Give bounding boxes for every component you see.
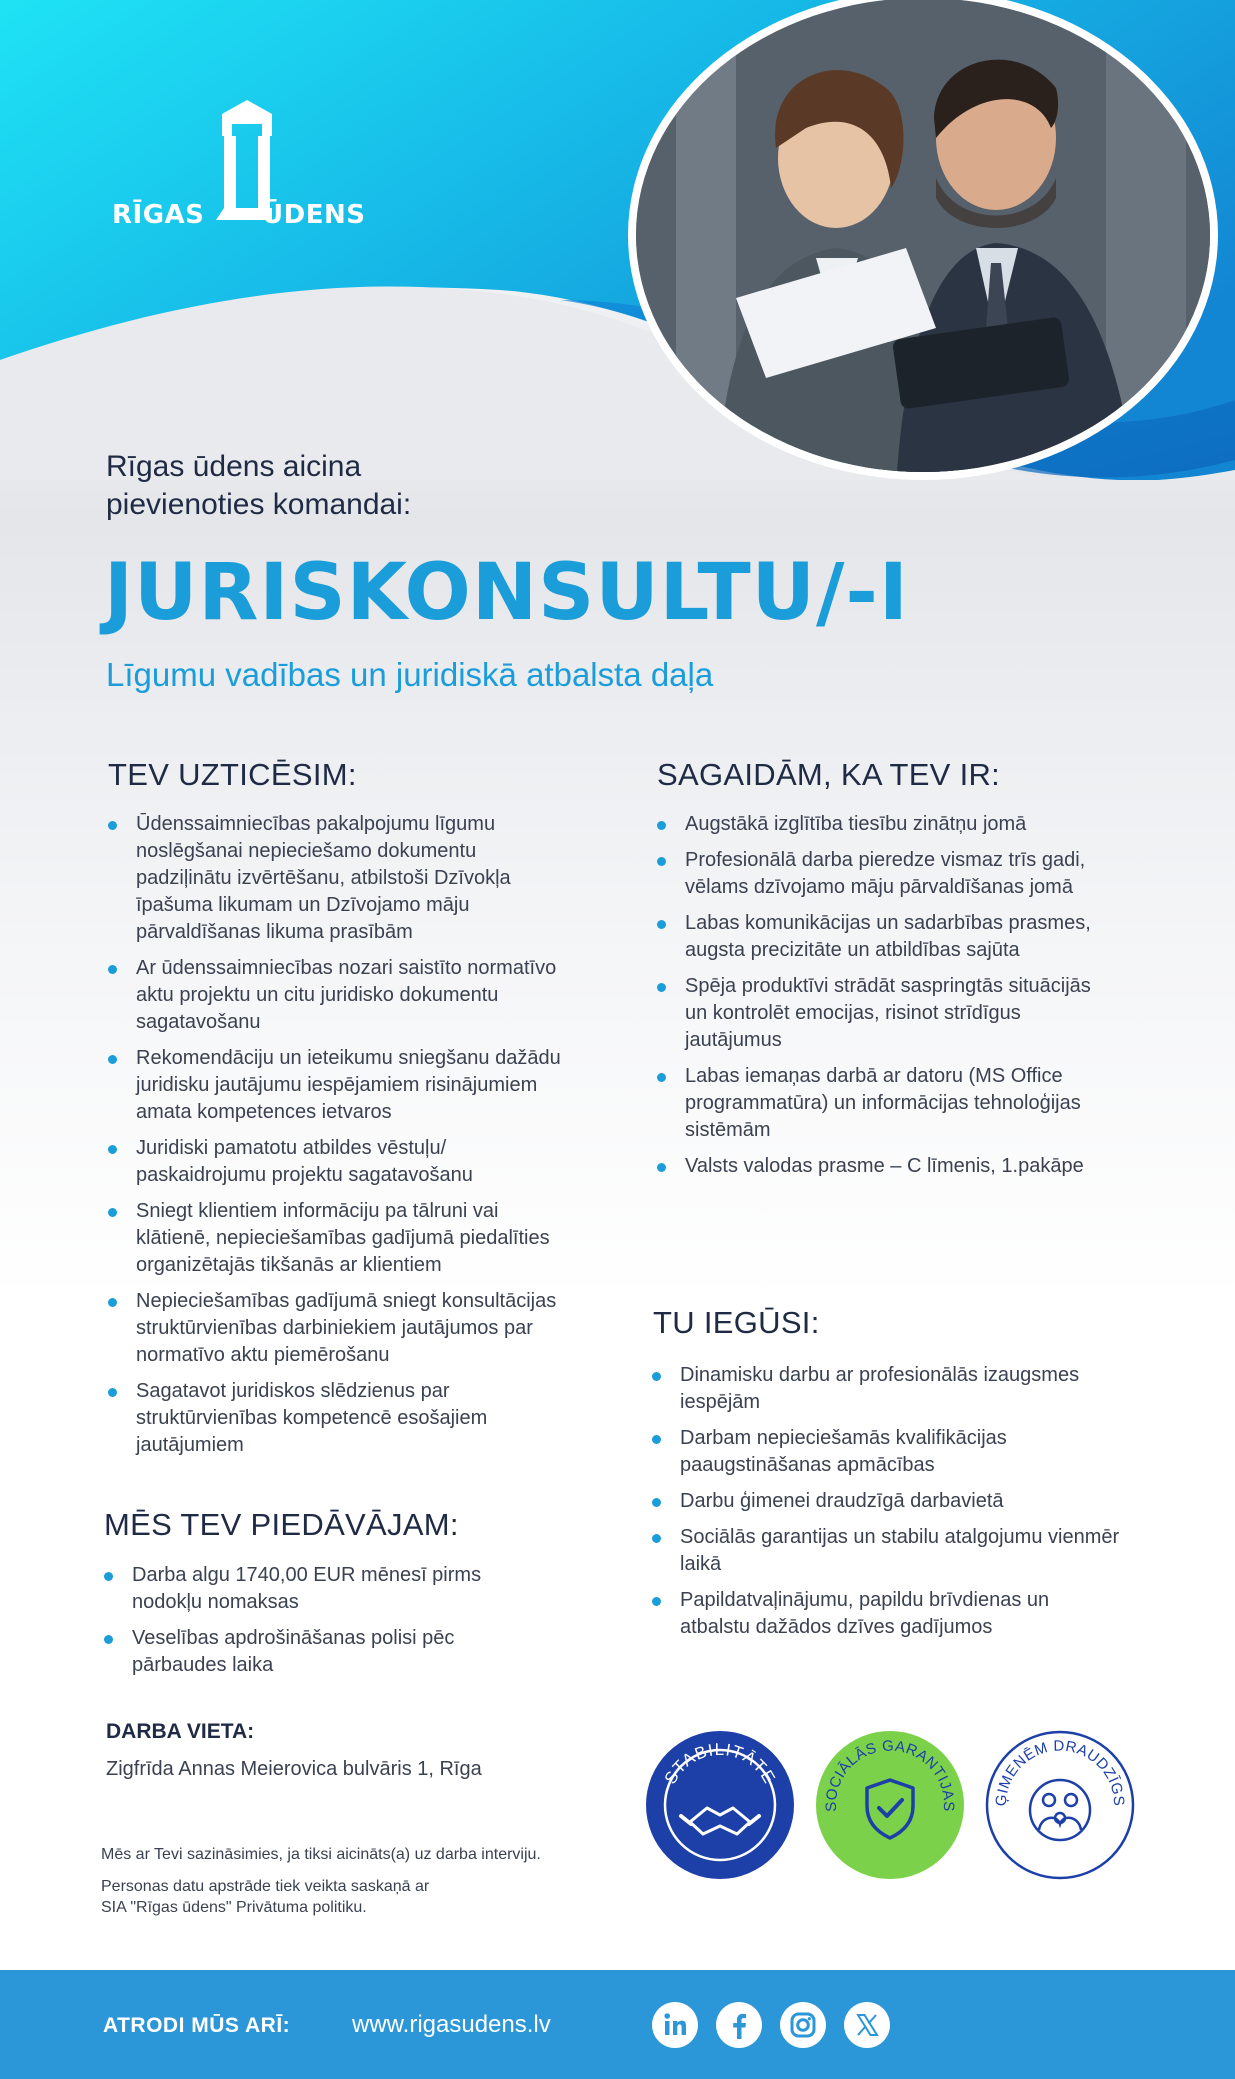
- list-item: Nepieciešamības gadījumā sniegt konsultācijas struktūrvienības darbiniekiem jautājumos par normatīvo aktu piemērošanu: [106, 1288, 576, 1369]
- intro-line-1: Rīgas ūdens aicina: [106, 450, 362, 483]
- list-item: Spēja produktīvi strādāt saspringtās situācijās un kontrolēt emocijas, risinot strīdīgus jautājumus: [655, 973, 1115, 1054]
- list-item: Papildatvaļinājumu, papildu brīvdienas un atbalstu dažādos dzīves gadījumos: [650, 1587, 1120, 1641]
- intro-text: [106, 448, 626, 524]
- logo-text-left: RĪGAS: [112, 200, 205, 230]
- list-item: Ar ūdenssaimniecības nozari saistīto normatīvo aktu projektu un citu juridisko dokumentu sagatavošanu: [106, 955, 576, 1036]
- list-item: Juridiski pamatotu atbildes vēstuļu/ paskaidrojumu projektu sagatavošanu: [106, 1135, 576, 1189]
- intro-line-2: pievienoties komandai:: [106, 488, 412, 521]
- job-title: JURISKONSULTU/-I: [104, 548, 909, 638]
- list-item: Sociālās garantijas un stabilu atalgojumu vienmēr laikā: [650, 1524, 1120, 1578]
- list-item: Valsts valodas prasme – C līmenis, 1.pakāpe: [655, 1153, 1115, 1180]
- list-item: Labas komunikācijas un sadarbības prasmes, augsta precizitāte un atbildības sajūta: [655, 910, 1115, 964]
- list-item: Ūdenssaimniecības pakalpojumu līgumu noslēgšanai nepieciešamo dokumentu padziļinātu izvērtēšanu, atbilstoši Dzīvokļa īpašuma likumam un Dzīvojamo māju pārvaldīšanas likuma prasībām: [106, 811, 576, 946]
- privacy-note: [101, 1876, 661, 1918]
- gain-heading: TU IEGŪSI:: [653, 1305, 820, 1340]
- trust-heading: TEV UZTICĒSIM:: [108, 757, 357, 792]
- list-item: Augstākā izglītība tiesību zinātņu jomā: [655, 811, 1115, 838]
- list-item: Labas iemaņas darbā ar datoru (MS Office programmatūra) un informācijas tehnoloģijas sistēmām: [655, 1063, 1115, 1144]
- list-item: Rekomendāciju un ieteikumu sniegšanu dažādu juridisku jautājumu iespējamiem risinājumiem amata kompetences ietvaros: [106, 1045, 576, 1126]
- privacy-note-line-1: Personas datu apstrāde tiek veikta saskaņā ar: [101, 1878, 430, 1895]
- social-guarantees-badge: [815, 1730, 965, 1880]
- offer-heading: MĒS TEV PIEDĀVĀJAM:: [104, 1507, 459, 1542]
- social-badge-label: SOCIĀLĀS GARANTIJAS: [822, 1737, 958, 1812]
- stability-badge-label: STABILITĀTE: [660, 1739, 780, 1788]
- list-item: Sniegt klientiem informāciju pa tālruni vai klātienē, nepieciešamības gadījumā piedalīties organizētajās tikšanās ar klientiem: [106, 1198, 576, 1279]
- list-item: Profesionālā darba pieredze vismaz trīs gadi, vēlams dzīvojamo māju pārvaldīšanas jomā: [655, 847, 1115, 901]
- list-item: Veselības apdrošināšanas polisi pēc pārbaudes laika: [102, 1625, 542, 1679]
- footer-label: ATRODI MŪS ARĪ:: [103, 2014, 291, 2037]
- photo-illustration: [636, 0, 1218, 480]
- privacy-note-line-2: SIA "Rīgas ūdens" Privātuma politiku.: [101, 1899, 367, 1916]
- family-badge-label: ĢIMENĒM DRAUDZĪGS: [992, 1737, 1128, 1807]
- gain-list: [650, 1362, 1120, 1650]
- website-link[interactable]: www.rigasudens.lv: [352, 2011, 551, 2038]
- footer: [0, 1970, 1235, 2079]
- family-friendly-badge: [985, 1730, 1135, 1880]
- department-subtitle: Līgumu vadības un juridiskā atbalsta daļa: [106, 656, 714, 693]
- expect-list: [655, 811, 1115, 1189]
- list-item: Darbu ģimenei draudzīgā darbavietā: [650, 1488, 1120, 1515]
- trust-list: [106, 811, 576, 1468]
- list-item: Sagatavot juridiskos slēdzienus par struktūrvienības kompetencē esošajiem jautājumiem: [106, 1378, 576, 1459]
- list-item: Darbam nepieciešamās kvalifikācijas paaugstināšanas apmācības: [650, 1425, 1120, 1479]
- location-address: Zigfrīda Annas Meierovica bulvāris 1, Rīga: [106, 1758, 482, 1780]
- list-item: Dinamisku darbu ar profesionālās izaugsmes iespējām: [650, 1362, 1120, 1416]
- handshake-icon: [645, 1730, 795, 1880]
- expect-heading: SAGAIDĀM, KA TEV IR:: [657, 757, 1001, 792]
- x-icon[interactable]: [844, 2002, 890, 2048]
- contact-note: Mēs ar Tevi sazināsimies, ja tiksi aicināts(a) uz darba interviju.: [101, 1846, 541, 1863]
- list-item: Darba algu 1740,00 EUR mēnesī pirms nodokļu nomaksas: [102, 1562, 542, 1616]
- linkedin-icon[interactable]: [652, 2002, 698, 2048]
- instagram-icon[interactable]: [780, 2002, 826, 2048]
- stability-badge: [645, 1730, 795, 1880]
- location-heading: DARBA VIETA:: [106, 1720, 255, 1743]
- rigas-udens-logo: [112, 100, 372, 240]
- facebook-icon[interactable]: [716, 2002, 762, 2048]
- business-people-photo: [628, 0, 1218, 480]
- logo-text-right: ŪDENS: [262, 200, 366, 230]
- family-icon: [985, 1730, 1135, 1880]
- shield-check-icon: [815, 1730, 965, 1880]
- offer-list: [102, 1562, 542, 1688]
